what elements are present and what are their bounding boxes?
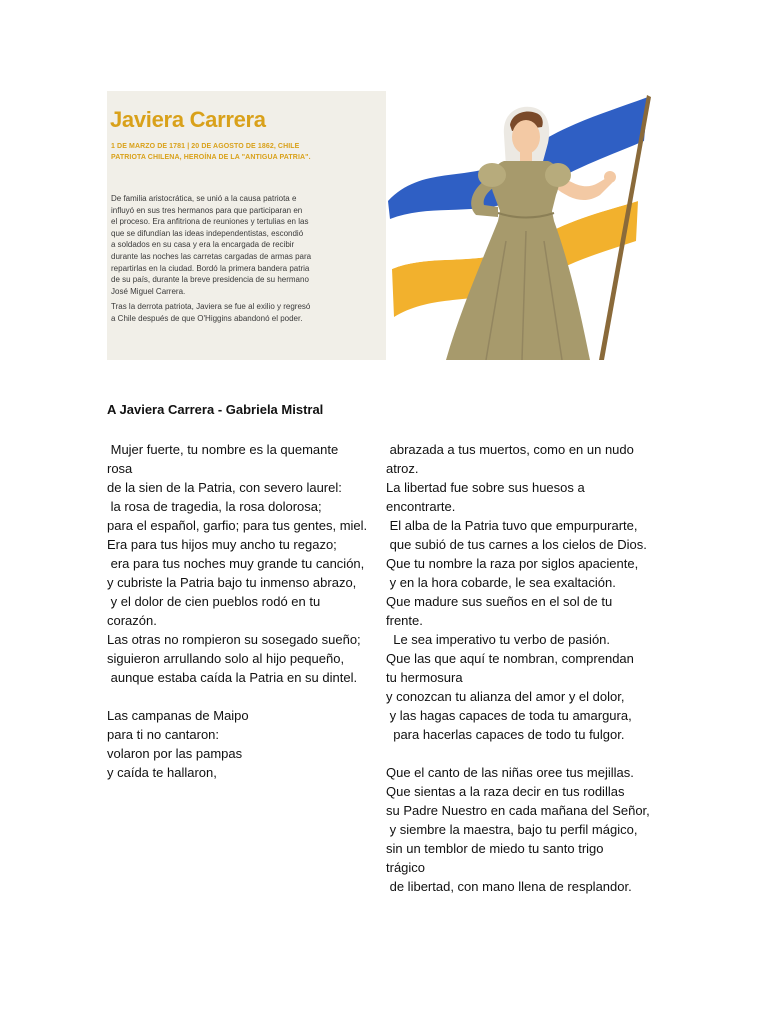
poem-line: Mujer fuerte, tu nombre es la quemante: [107, 442, 339, 457]
banner-dates: 1 DE MARZO DE 1781 | 20 DE AGOSTO DE 1862, CHILE: [111, 143, 300, 150]
banner-text-panel: [107, 91, 386, 360]
poem-line: Era para tus hijos muy ancho tu regazo;: [107, 537, 337, 552]
sleeve-right: [545, 163, 571, 187]
poem-line: frente.: [386, 613, 423, 628]
poem-line: y las hagas capaces de toda tu amargura,: [386, 708, 632, 723]
poem-line: La libertad fue sobre sus huesos a: [386, 480, 585, 495]
face: [512, 120, 540, 154]
poem-line: era para tus noches muy grande tu canción,: [107, 556, 365, 571]
poem-column-left: [107, 440, 383, 782]
heroine-with-flag-illustration: [386, 91, 667, 360]
poem-line: Las campanas de Maipo: [107, 708, 249, 723]
banner-body-line: repartirlas en la ciudad. Bordó la primera bandera patria: [111, 263, 310, 273]
poem-line: y el dolor de cien pueblos rodó en tu: [107, 594, 321, 609]
poem-line: siguieron arrullando solo al hijo pequeño,: [107, 651, 345, 666]
poem-line: sin un temblor de miedo tu santo trigo: [386, 841, 604, 856]
banner-body-line: José Miguel Carrera.: [111, 286, 186, 296]
poem-line: y en la hora cobarde, le sea exaltación.: [386, 575, 616, 590]
poem-line: encontrarte.: [386, 499, 456, 514]
poem-line: y cubriste la Patria bajo tu inmenso abrazo,: [107, 575, 357, 590]
poem-line: para el español, garfio; para tus gentes, miel.: [107, 518, 368, 533]
poem-line: Le sea imperativo tu verbo de pasión.: [386, 632, 611, 647]
banner-biography-text: [111, 193, 335, 325]
poem-column-right: [386, 440, 666, 896]
banner-body-line: a soldados en su casa y era la encargada de recibir: [111, 240, 295, 250]
poem-line: para hacerlas capaces de todo tu fulgor.: [386, 727, 625, 742]
poem-title: A Javiera Carrera - Gabriela Mistral: [107, 402, 324, 417]
poem-line: que subió de tus carnes a los cielos de Dios.: [386, 537, 647, 552]
poem-line: Que sientas a la raza decir en tus rodillas: [386, 784, 625, 799]
banner-epithet: PATRIOTA CHILENA, HEROÍNA DE LA "ANTIGUA PATRIA".: [111, 154, 311, 161]
poem-line: y conozcan tu alianza del amor y el dolor,: [386, 689, 625, 704]
banner-title: Javiera Carrera: [110, 107, 266, 132]
poem-line: y siembre la maestra, bajo tu perfil mágico,: [386, 822, 638, 837]
poem-line: la rosa de tragedia, la rosa dolorosa;: [107, 499, 322, 514]
banner-body-line: durante las noches las carretas cargadas de armas para: [111, 251, 312, 261]
sleeve-left: [478, 163, 506, 187]
poem-line: trágico: [386, 860, 426, 875]
banner-body-line: De familia aristocrática, se unió a la causa patriota e: [111, 194, 297, 203]
hand-on-pole: [604, 171, 616, 183]
banner-body-line: influyó en sus tres hermanos para que participaran en: [111, 205, 303, 215]
neck: [520, 149, 532, 161]
poem-line: corazón.: [107, 613, 157, 628]
banner-body-line: el proceso. Era anfitriona de reuniones y tertulias en las: [111, 217, 309, 227]
biography-banner: [107, 91, 667, 360]
poem-line: Que el canto de las niñas oree tus mejillas.: [386, 765, 634, 780]
poem-line: volaron por las pampas: [107, 746, 243, 761]
banner-body-line: Tras la derrota patriota, Javiera se fue al exilio y regresó: [111, 302, 311, 312]
poem-line: Que madure sus sueños en el sol de tu: [386, 594, 613, 609]
poem-line: y caída te hallaron,: [107, 765, 217, 780]
banner-body-line: que se difundían las ideas independentistas, escondió: [111, 228, 304, 238]
banner-body-line: de su país, durante la breve presidencia de su hermano: [111, 275, 309, 285]
poem-line: [107, 687, 383, 706]
poem-line: rosa: [107, 461, 133, 476]
poem-line: Las otras no rompieron su sosegado sueño;: [107, 632, 361, 647]
poem-line: Que tu nombre la raza por siglos apaciente,: [386, 556, 639, 571]
banner-body-line: a Chile después de que O'Higgins abandonó el poder.: [111, 313, 303, 323]
poem-line: para ti no cantaron:: [107, 727, 220, 742]
poem-line: tu hermosura: [386, 670, 463, 685]
poem-line: Que las que aquí te nombran, comprendan: [386, 651, 634, 666]
poem-line: atroz.: [386, 461, 419, 476]
poem-line: [386, 744, 666, 763]
poem-line: aunque estaba caída la Patria en su dintel.: [107, 670, 358, 685]
heroine-illustration: [386, 91, 667, 360]
poem-line: de la sien de la Patria, con severo laurel:: [107, 480, 342, 495]
poem-line: El alba de la Patria tuvo que empurpurarte,: [386, 518, 638, 533]
poem-line: de libertad, con mano llena de resplandor.: [386, 879, 632, 894]
poem-line: abrazada a tus muertos, como en un nudo: [386, 442, 634, 457]
poem-line: su Padre Nuestro en cada mañana del Señor,: [386, 803, 650, 818]
